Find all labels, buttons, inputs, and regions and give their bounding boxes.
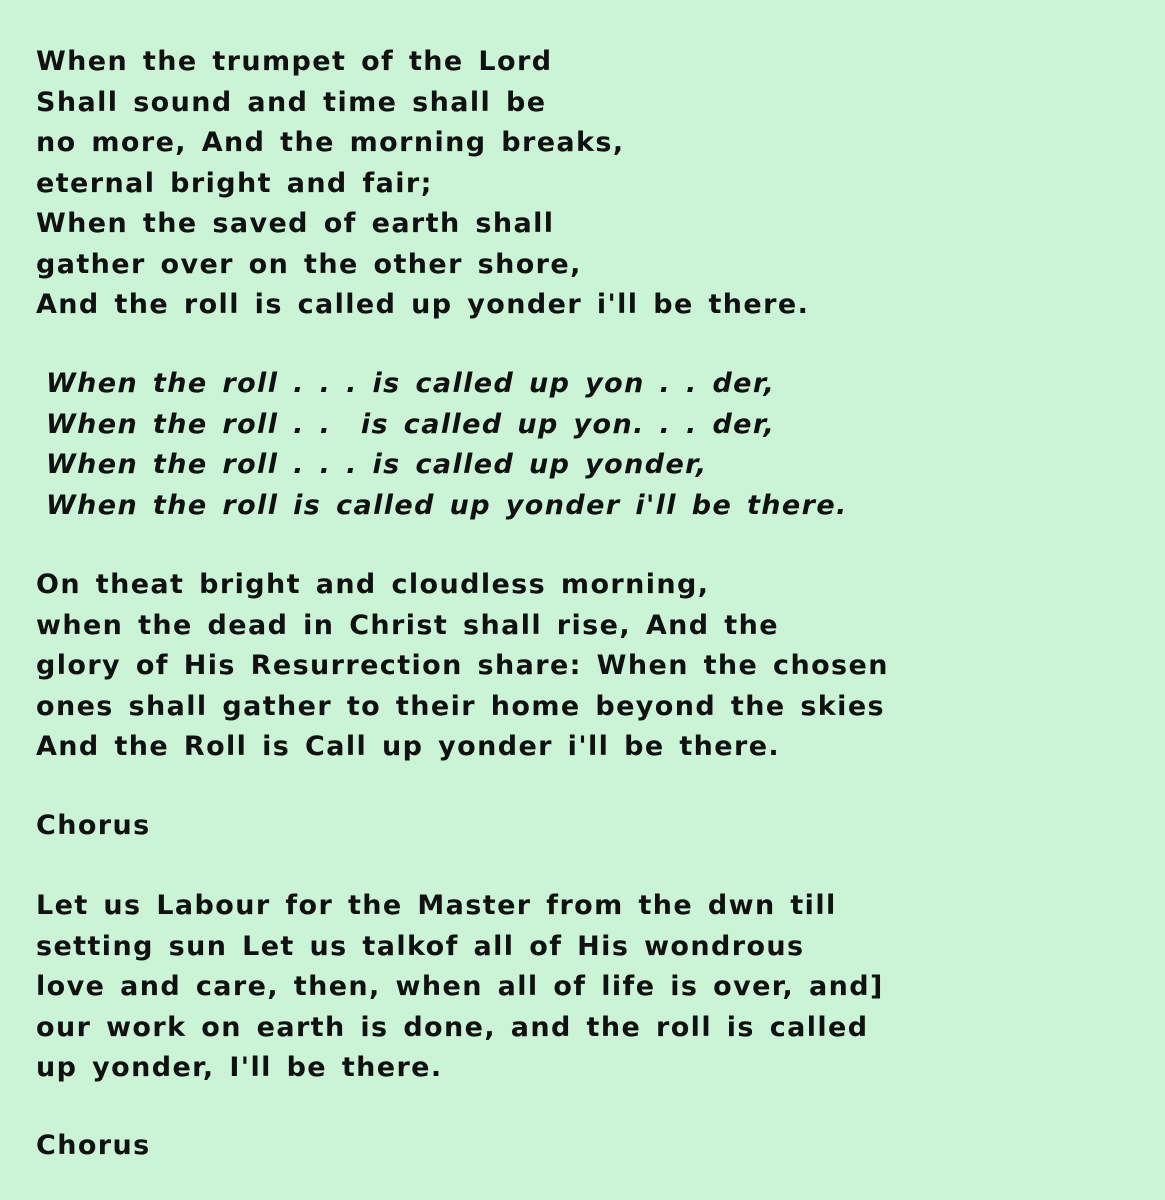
verse-line: Let us Labour for the Master from the dwn till bbox=[36, 890, 837, 921]
verse-line: gather over on the other shore, bbox=[36, 248, 582, 280]
chorus-label-1 bbox=[36, 806, 1146, 846]
chorus-block bbox=[36, 364, 1146, 526]
verse-line: eternal bright and fair; bbox=[36, 167, 433, 199]
verse-line: when the dead in Christ shall rise, And the bbox=[36, 609, 779, 641]
verse-line: setting sun Let us talkof all of His wondrous bbox=[36, 930, 805, 962]
verse-line: When the trumpet of the Lord bbox=[36, 46, 553, 77]
verse-3 bbox=[36, 886, 1146, 1089]
verse-2 bbox=[36, 565, 1146, 768]
verse-line: When the saved of earth shall bbox=[36, 208, 555, 239]
verse-line: no more, And the morning breaks, bbox=[36, 127, 625, 158]
chorus-label: Chorus bbox=[36, 1130, 151, 1161]
verse-line: glory of His Resurrection share: When the chosen bbox=[36, 650, 889, 681]
verse-line: Shall sound and time shall be bbox=[36, 86, 547, 118]
verse-line: up yonder, I'll be there. bbox=[36, 1052, 443, 1083]
verse-1 bbox=[36, 42, 1146, 326]
chorus-line: When the roll . . . is called up yon . . der, bbox=[46, 368, 776, 399]
chorus-label: Chorus bbox=[36, 810, 151, 841]
chorus-label-2 bbox=[36, 1126, 1146, 1166]
verse-line: ones shall gather to their home beyond the skies bbox=[36, 690, 886, 722]
verse-line: our work on earth is done, and the roll is called bbox=[36, 1011, 869, 1043]
chorus-line: When the roll is called up yonder i'll be there. bbox=[46, 489, 848, 521]
chorus-line: When the roll . . . is called up yonder, bbox=[46, 449, 708, 480]
chorus-line: When the roll . . is called up yon. . . der, bbox=[46, 408, 776, 440]
verse-line: On theat bright and cloudless morning, bbox=[36, 569, 710, 600]
verse-line: And the roll is called up yonder i'll be there. bbox=[36, 289, 810, 320]
verse-line: love and care, then, when all of life is over, and] bbox=[36, 971, 884, 1002]
verse-line: And the Roll is Call up yonder i'll be there. bbox=[36, 731, 781, 762]
